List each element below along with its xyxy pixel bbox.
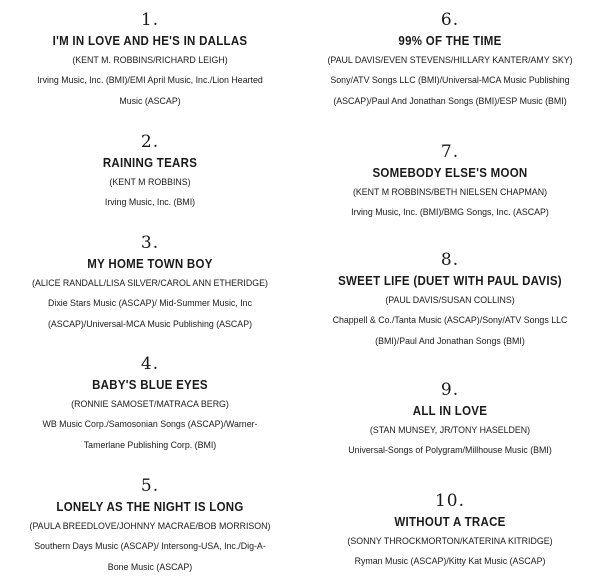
track-title: 99% OF THE TIME xyxy=(398,34,502,48)
track-1 xyxy=(0,10,300,112)
track-publishers: Dixie Stars Music (ASCAP)/ Mid-Summer Music, Inc (ASCAP)/Universal-MCA Music Publishing (ASCAP) xyxy=(47,298,253,330)
track-title: WITHOUT A TRACE xyxy=(394,515,506,529)
track-publishers: Ryman Music (ASCAP)/Kitty Kat Music (ASCAP) xyxy=(354,556,546,567)
track-publishers: WB Music Corp./Samosonian Songs (ASCAP)/Warner-Tamerlane Publishing Corp. (BMI) xyxy=(42,419,258,451)
track-writers: (PAUL DAVIS/SUSAN COLLINS) xyxy=(385,295,515,306)
track-number: 5. xyxy=(140,476,160,496)
track-writers: (PAULA BREEDLOVE/JOHNNY MACRAE/BOB MORRISON) xyxy=(29,521,271,532)
track-writers: (ALICE RANDALL/LISA SILVER/CAROL ANN ETHERIDGE) xyxy=(32,278,268,289)
track-10 xyxy=(300,491,600,572)
track-title: SOMEBODY ELSE'S MOON xyxy=(372,166,528,180)
track-title: MY HOME TOWN BOY xyxy=(87,257,213,271)
track-title: SWEET LIFE (DUET WITH PAUL DAVIS) xyxy=(338,274,562,288)
track-title: LONELY AS THE NIGHT IS LONG xyxy=(56,500,244,514)
track-9 xyxy=(300,380,600,461)
track-writers: (STAN MUNSEY, JR/TONY HASELDEN) xyxy=(369,425,531,436)
track-7 xyxy=(300,142,600,223)
track-publishers: Irving Music, Inc. (BMI) xyxy=(104,197,196,208)
track-number: 1. xyxy=(140,10,160,30)
track-number: 10. xyxy=(434,491,466,511)
track-8 xyxy=(300,250,600,352)
track-publishers: Irving Music, Inc. (BMI)/BMG Songs, Inc. (ASCAP) xyxy=(351,207,549,218)
track-title: ALL IN LOVE xyxy=(412,404,488,418)
track-writers: (KENT M. ROBBINS/RICHARD LEIGH) xyxy=(72,55,228,66)
track-writers: (KENT M ROBBINS) xyxy=(109,177,191,188)
track-number: 9. xyxy=(440,380,460,400)
right-column xyxy=(300,0,600,586)
track-writers: (SONNY THROCKMORTON/KATERINA KITRIDGE) xyxy=(347,536,553,547)
track-5 xyxy=(0,476,300,578)
track-number: 7. xyxy=(440,142,460,162)
track-4 xyxy=(0,354,300,456)
track-writers: (PAUL DAVIS/EVEN STEVENS/HILLARY KANTER/AMY SKY) xyxy=(327,55,573,66)
track-number: 4. xyxy=(140,354,160,374)
track-title: RAINING TEARS xyxy=(102,156,198,170)
track-publishers: Sony/ATV Songs LLC (BMI)/Universal-MCA Music Publishing (ASCAP)/Paul And Jonathan Songs (BMI)/ESP Music (BMI) xyxy=(330,75,570,107)
track-number: 3. xyxy=(140,233,160,253)
track-number: 8. xyxy=(440,250,460,270)
track-title: I'M IN LOVE AND HE'S IN DALLAS xyxy=(52,34,248,48)
track-publishers: Southern Days Music (ASCAP)/ Intersong-USA, Inc./Dig-A-Bone Music (ASCAP) xyxy=(34,541,266,573)
track-number: 2. xyxy=(140,132,160,152)
track-number: 6. xyxy=(440,10,460,30)
track-3 xyxy=(0,233,300,335)
track-6 xyxy=(300,10,600,112)
track-publishers: Chappell & Co./Tanta Music (ASCAP)/Sony/ATV Songs LLC (BMI)/Paul And Jonathan Songs (BMI) xyxy=(332,315,568,347)
track-2 xyxy=(0,132,300,213)
track-publishers: Irving Music, Inc. (BMI)/EMI April Music, Inc./Lion Hearted Music (ASCAP) xyxy=(37,75,263,107)
track-publishers: Universal-Songs of Polygram/Millhouse Music (BMI) xyxy=(348,445,552,456)
track-writers: (RONNIE SAMOSET/MATRACA BERG) xyxy=(71,399,229,410)
track-writers: (KENT M ROBBINS/BETH NIELSEN CHAPMAN) xyxy=(352,187,548,198)
track-title: BABY'S BLUE EYES xyxy=(92,378,208,392)
